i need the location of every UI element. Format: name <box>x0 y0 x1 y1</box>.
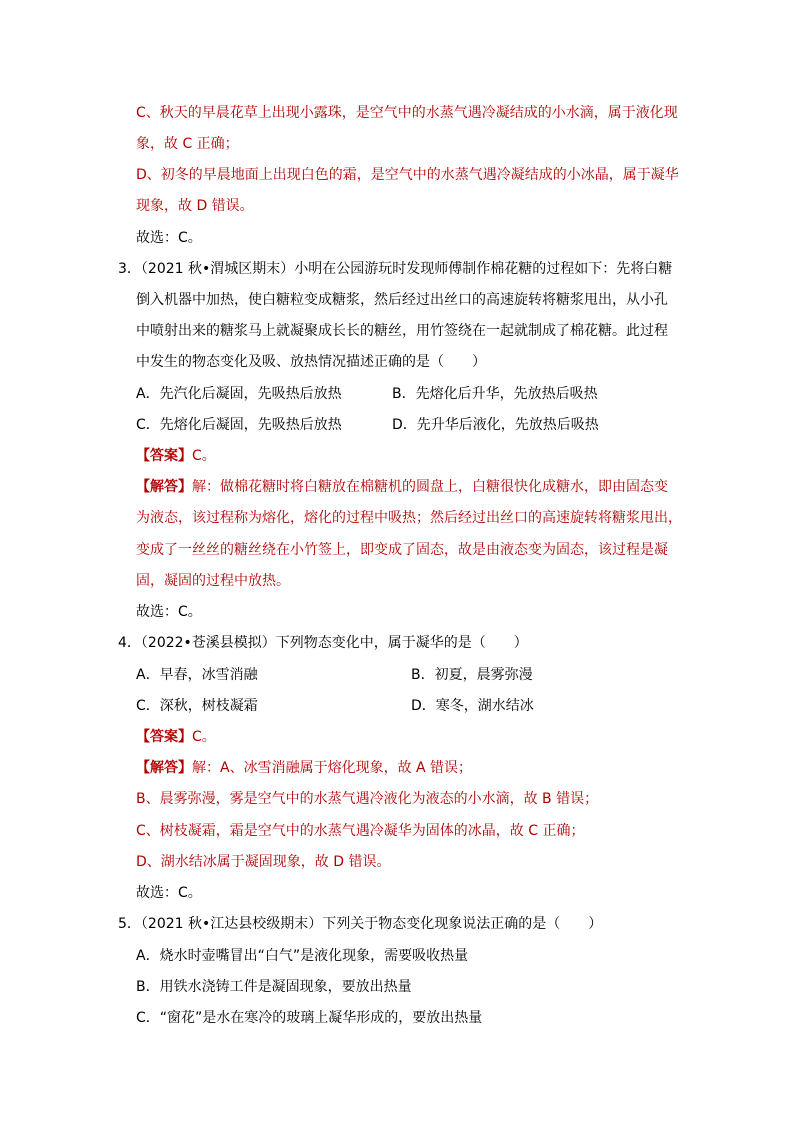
q4-analysis-d: D、湖水结冰属于凝固现象，故 D 错误。 <box>136 854 391 870</box>
q4-option-d: D．寒冬，湖水结冰 <box>411 698 534 714</box>
q3-option-b: B．先熔化后升华，先放热后吸热 <box>392 386 598 402</box>
q3-stem-line3: 中喷射出来的糖浆马上就凝聚成长长的糖丝，用竹签绕在一起就制成了棉花糖。此过程 <box>136 323 668 339</box>
q3-answer-key: 【答案】 <box>136 448 192 464</box>
q4-answer <box>136 727 216 747</box>
q3-analysis-line2: 为液态，该过程称为熔化，熔化的过程中吸热；然后经过出丝口的高速旋转将糖浆甩出， <box>136 510 682 526</box>
q3-option-d: D．先升华后液化，先放热后吸热 <box>392 417 599 433</box>
q5-option-a: A．烧水时壶嘴冒出“白气”是液化现象，需要吸收热量 <box>136 948 469 964</box>
q5-stem: 5．（2021 秋•江达县校级期末）下列关于物态变化现象说法正确的是（ ） <box>118 916 603 932</box>
q3-stem-line2: 倒入机器中加热，使白糖粒变成糖浆，然后经过出丝口的高速旋转将糖浆甩出，从小孔 <box>136 292 668 308</box>
q4-option-a: A．早春，冰雪消融 <box>136 667 258 683</box>
q2-analysis-d-line1: D、初冬的早晨地面上出现白色的霜，是空气中的水蒸气遇冷凝结成的小冰晶，属于凝华 <box>136 167 679 183</box>
q4-analysis-a <box>136 758 472 778</box>
q4-analysis-key: 【解答】 <box>136 760 192 776</box>
q3-option-a: A．先汽化后凝固，先吸热后放热 <box>136 386 342 402</box>
q3-answer <box>136 446 216 466</box>
q3-analysis-line1 <box>136 477 668 497</box>
q3-choose: 故选：C。 <box>136 604 202 620</box>
q3-option-c: C．先熔化后凝固，先吸热后放热 <box>136 417 342 433</box>
q3-analysis-text1: 解：做棉花糖时将白糖放在棉糖机的圆盘上，白糖很快化成糖水，即由固态变 <box>192 479 668 495</box>
q4-analysis-a-text: 解：A、冰雪消融属于熔化现象，故 A 错误； <box>192 760 473 776</box>
q5-option-b: B．用铁水浇铸工件是凝固现象，要放出热量 <box>136 979 412 995</box>
q3-stem-line4: 中发生的物态变化及吸、放热情况描述正确的是（ ） <box>136 354 486 370</box>
q3-answer-value: C。 <box>192 448 216 464</box>
q3-analysis-line3: 变成了一丝丝的糖丝绕在小竹签上，即变成了固态，故是由液态变为固态，该过程是凝 <box>136 542 668 558</box>
q3-analysis-line4: 固，凝固的过程中放热。 <box>136 573 290 589</box>
q3-analysis-key: 【解答】 <box>136 479 192 495</box>
q4-choose: 故选：C。 <box>136 885 202 901</box>
q3-stem-line1: 3．（2021 秋•渭城区期末）小明在公园游玩时发现师傅制作棉花糖的过程如下：先将白糖 <box>118 261 673 277</box>
q2-analysis-c-line1: C、秋天的早晨花草上出现小露珠，是空气中的水蒸气遇冷凝结成的小水滴，属于液化现 <box>136 105 678 121</box>
q4-stem: 4．（2022•苍溪县模拟）下列物态变化中，属于凝华的是（ ） <box>118 635 528 651</box>
q4-option-c: C．深秋，树枝凝霜 <box>136 698 258 714</box>
q2-choose: 故选：C。 <box>136 230 202 246</box>
q5-option-c: C．“窗花”是水在寒冷的玻璃上凝华形成的，要放出热量 <box>136 1010 483 1026</box>
q4-analysis-b: B、晨雾弥漫，雾是空气中的水蒸气遇冷液化为液态的小水滴，故 B 错误； <box>136 791 599 807</box>
q2-analysis-d-line2: 现象，故 D 错误。 <box>136 198 254 214</box>
q4-analysis-c: C、树枝凝霜，霜是空气中的水蒸气遇冷凝华为固体的冰晶，故 C 正确； <box>136 823 585 839</box>
q4-option-b: B．初夏，晨雾弥漫 <box>411 667 533 683</box>
q4-answer-key: 【答案】 <box>136 729 192 745</box>
q2-analysis-c-line2: 象，故 C 正确； <box>136 136 239 152</box>
q4-answer-value: C。 <box>192 729 216 745</box>
